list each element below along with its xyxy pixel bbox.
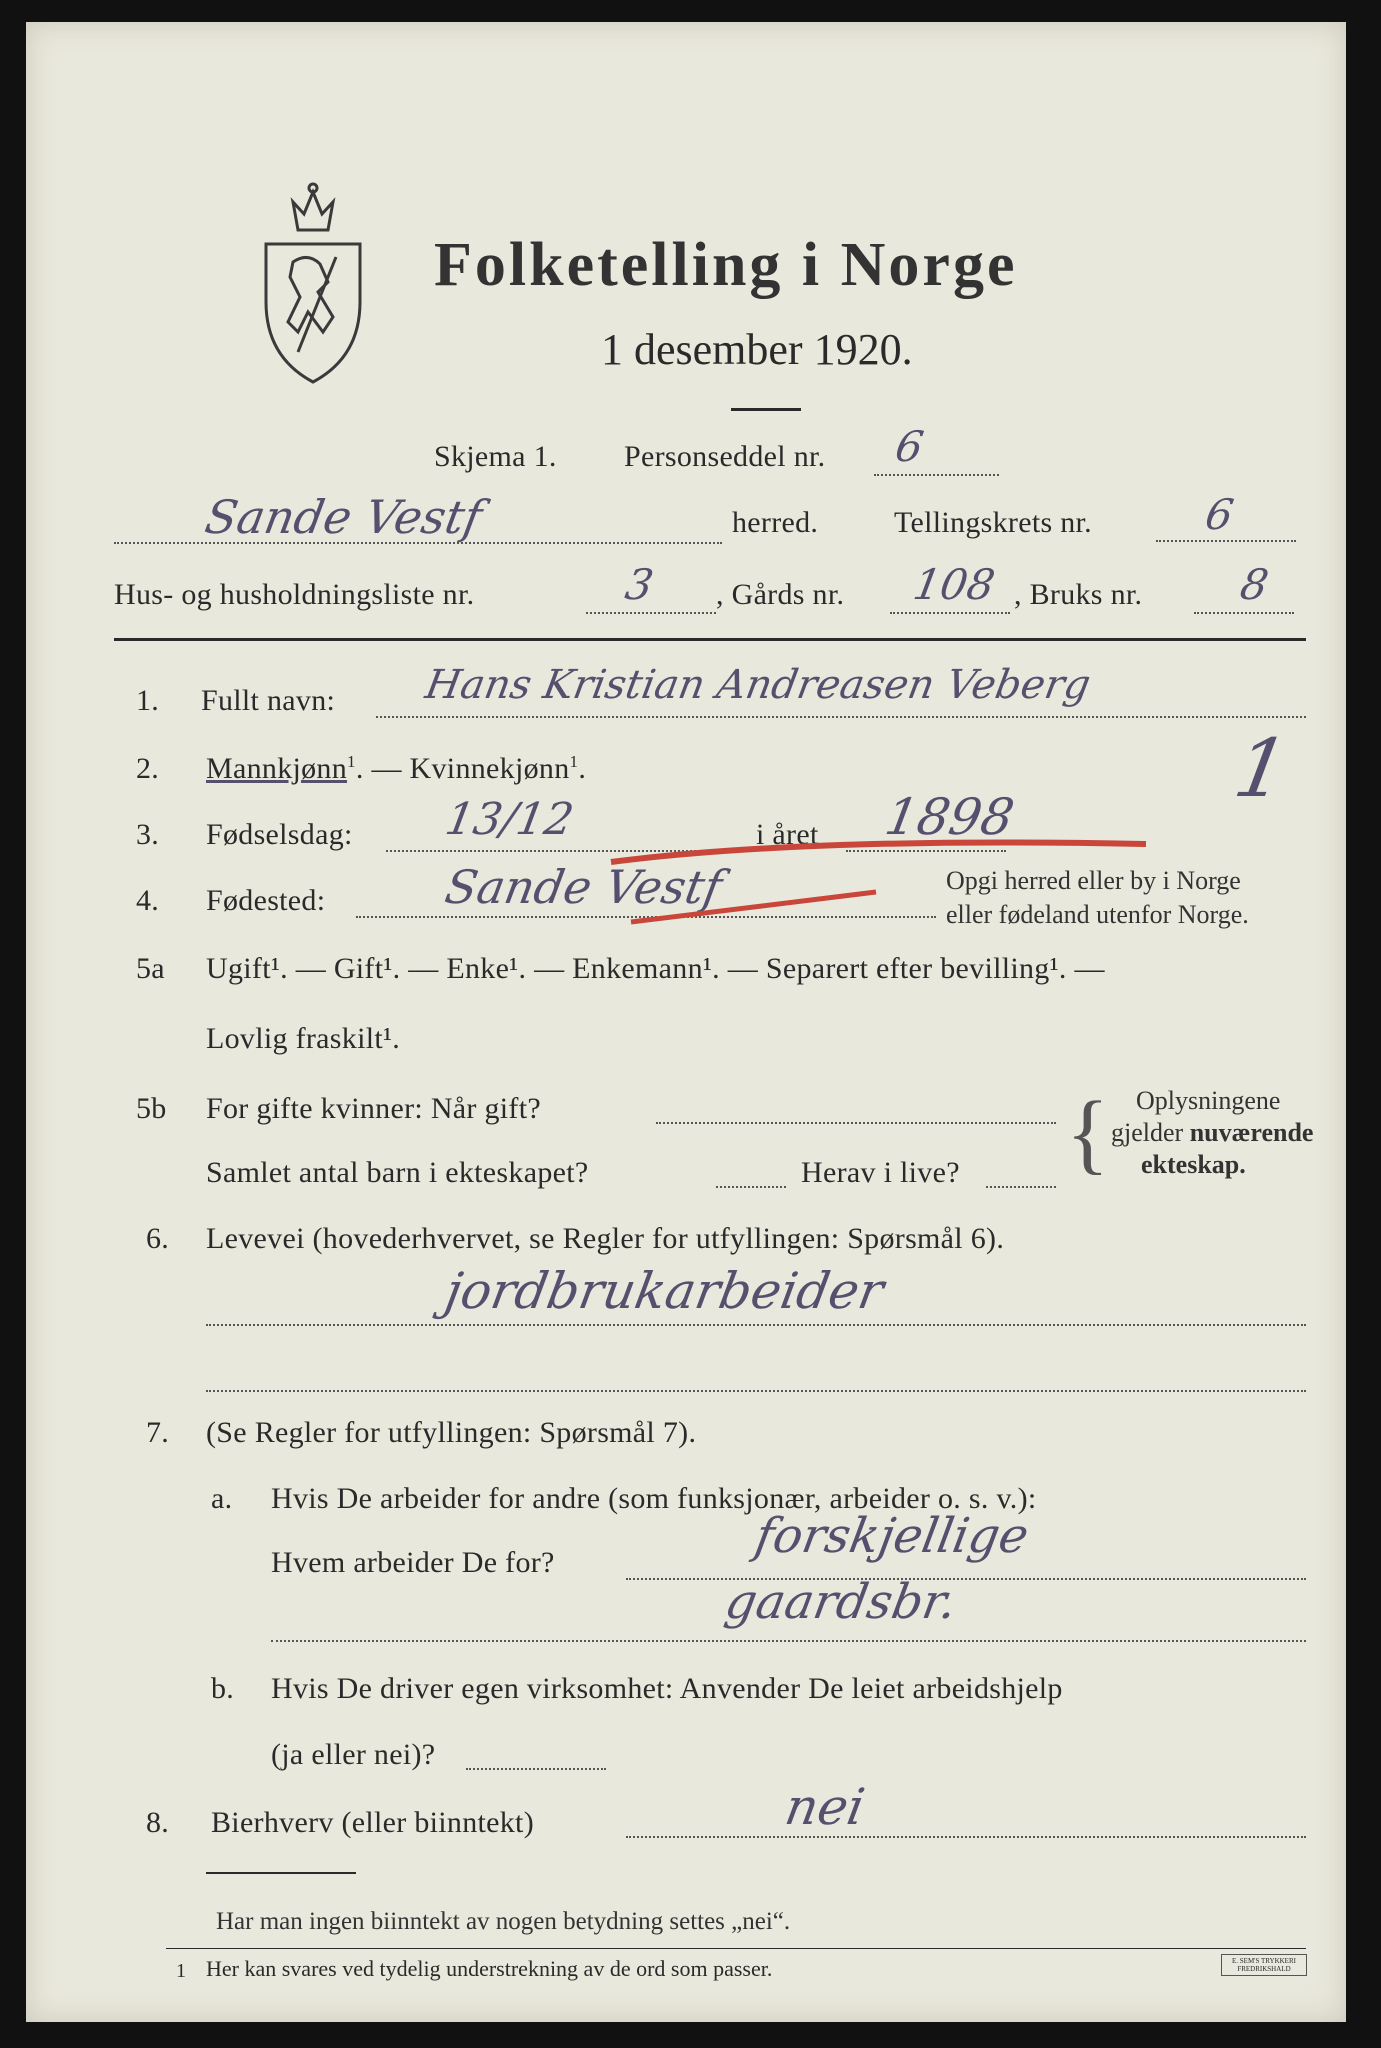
footer-note: Har man ingen biinntekt av nogen betydning settes „nei“. — [216, 1908, 791, 1935]
herred-value: Sande Vestf — [201, 490, 486, 544]
husholdningsliste-line — [586, 612, 716, 614]
q6-occupation-value: jordbrukarbeider — [440, 1262, 888, 1320]
q8-side-income-value: nei — [780, 1778, 869, 1836]
q3-year-value: 1898 — [880, 788, 1019, 846]
gards-label: , Gårds nr. — [716, 578, 845, 611]
q3-aret-label: i året — [756, 818, 819, 851]
q1-full-name-value: Hans Kristian Andreasen Veberg — [421, 662, 1094, 708]
personseddel-value: 6 — [891, 422, 928, 471]
q8-label: Bierhverv (eller biinntekt) — [211, 1806, 534, 1839]
q4-number: 4. — [136, 884, 160, 917]
husholdningsliste-label: Hus- og husholdningsliste nr. — [114, 578, 475, 611]
q7a-line2 — [271, 1640, 1306, 1642]
footer-divider — [166, 1948, 1306, 1949]
footer-divider-top — [206, 1872, 356, 1874]
q1-label: Fullt navn: — [201, 684, 336, 717]
q4-note-line2: eller fødeland utenfor Norge. — [946, 900, 1249, 929]
census-date: 1 desember 1920. — [601, 325, 913, 374]
herred-line — [114, 542, 722, 544]
census-form-page — [26, 22, 1346, 2022]
q5b-note2 — [1111, 1118, 1313, 1148]
q5b-alive-label: Herav i live? — [801, 1156, 960, 1189]
q5b-note2b: nuværende — [1189, 1118, 1314, 1147]
tellingskrets-line — [1156, 540, 1296, 542]
printer-stamp: E. SEM'S TRYKKERI FREDRIKSHALD — [1221, 1954, 1307, 1976]
q7a-text: Hvis De arbeider for andre (som funksjonær, arbeider o. s. v.): — [271, 1482, 1037, 1515]
bruks-label: , Bruks nr. — [1014, 578, 1143, 611]
q4-label: Fødested: — [206, 884, 326, 917]
q7-number: 7. — [146, 1416, 170, 1449]
q5b-alive-line — [986, 1186, 1056, 1188]
tellingskrets-value: 6 — [1201, 490, 1238, 539]
q7a-employer-value-line1: forskjellige — [751, 1508, 1033, 1564]
q4-note-line1: Opgi herred eller by i Norge — [946, 866, 1241, 895]
q5b-when-married-line — [656, 1122, 1056, 1124]
q4-strike-icon — [626, 872, 886, 932]
q1-number: 1. — [136, 684, 160, 717]
q6-label: Levevei (hovederhvervet, se Regler for utfyllingen: Spørsmål 6). — [206, 1222, 1005, 1255]
q2-mannkjonn-option: Mannkjønn — [206, 752, 348, 785]
q7-label: (Se Regler for utfyllingen: Spørsmål 7). — [206, 1416, 697, 1449]
q5a-options: Ugift¹. — Gift¹. — Enke¹. — Enkemann¹. — Separert efter bevilling¹. — — [206, 952, 1105, 985]
q7b-question: (ja eller nei)? — [271, 1738, 436, 1771]
herred-label: herred. — [732, 506, 819, 539]
q5b-note3: ekteskap. — [1141, 1150, 1246, 1179]
q2-number: 2. — [136, 752, 160, 785]
q6-line1 — [206, 1324, 1306, 1326]
q7a-question: Hvem arbeider De for? — [271, 1546, 555, 1579]
q4-birthplace-value: Sande Vestf — [441, 860, 726, 914]
norway-coat-of-arms-icon — [258, 182, 368, 392]
tellingskrets-label: Tellingskrets nr. — [894, 506, 1092, 539]
q5a-options-line2: Lovlig fraskilt¹. — [206, 1022, 401, 1055]
bruks-value: 8 — [1236, 560, 1273, 609]
q3-number: 3. — [136, 818, 160, 851]
q5b-brace: { — [1066, 1084, 1110, 1183]
q5b-number: 5b — [136, 1092, 167, 1125]
personseddel-label: Personseddel nr. — [624, 440, 826, 473]
bruks-line — [1194, 612, 1294, 614]
q7a-employer-value-line2: gaardsbr. — [721, 1574, 961, 1630]
q6-line2 — [206, 1390, 1306, 1392]
q7a-line1 — [626, 1578, 1306, 1580]
q2-end: . — [578, 752, 587, 785]
skjema-label: Skjema 1. — [434, 440, 557, 473]
title-divider — [731, 408, 801, 411]
q1-margin-mark: 1 — [1227, 722, 1296, 815]
q3-birthday-value: 13/12 — [441, 794, 578, 845]
q7b-letter: b. — [211, 1672, 235, 1705]
q5b-children-line — [716, 1186, 786, 1188]
q2-options: Mannkjønn$^1$. — Kvinnekjønn$^1$. — [206, 752, 587, 785]
q7b-text: Hvis De driver egen virksomhet: Anvender De leiet arbeidshjelp — [271, 1672, 1063, 1705]
q7a-letter: a. — [211, 1482, 233, 1515]
footnote-number: 1 — [176, 1960, 186, 1982]
gards-value: 108 — [909, 560, 999, 609]
footnote-text: Her kan svares ved tydelig understrekning av de ord som passer. — [206, 1956, 773, 1981]
gards-line — [890, 612, 1010, 614]
q1-line — [376, 716, 1306, 718]
q3-label: Fødselsdag: — [206, 818, 353, 851]
q6-number: 6. — [146, 1222, 170, 1255]
q5b-children-label: Samlet antal barn i ekteskapet? — [206, 1156, 589, 1189]
header-divider — [114, 638, 1306, 641]
q2-separator: . — — [355, 752, 410, 785]
q7b-line — [466, 1768, 606, 1770]
form-title: Folketelling i Norge — [434, 231, 1018, 299]
q2-kvinnekjonn-option: Kvinnekjønn — [409, 752, 570, 785]
personseddel-line — [874, 474, 999, 476]
q5b-note2a: gjelder — [1111, 1118, 1184, 1147]
q8-line — [626, 1836, 1306, 1838]
q5a-number: 5a — [136, 952, 165, 985]
husholdningsliste-value: 3 — [621, 560, 658, 609]
q5b-note1: Oplysningene — [1136, 1086, 1281, 1115]
q8-number: 8. — [146, 1806, 170, 1839]
q5b-line1: For gifte kvinner: Når gift? — [206, 1092, 541, 1125]
